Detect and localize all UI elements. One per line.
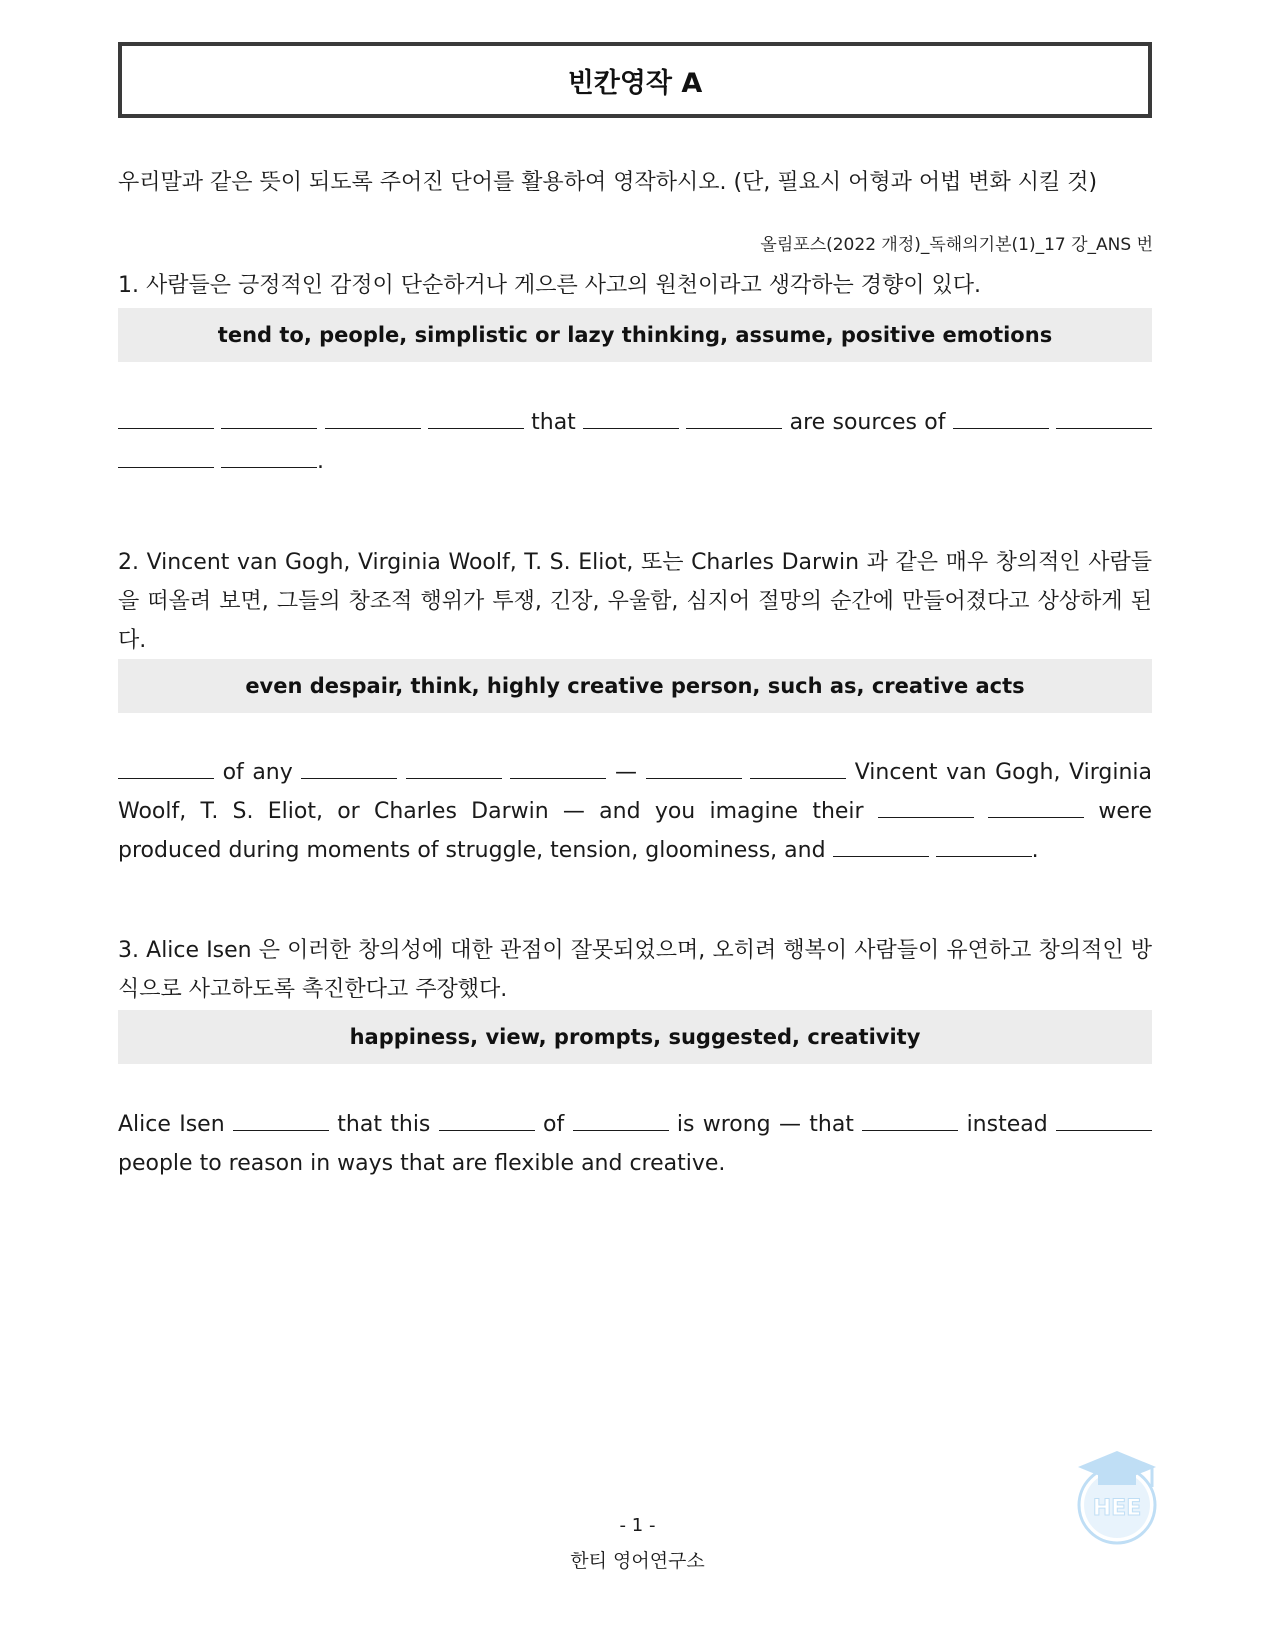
blank[interactable] bbox=[406, 776, 502, 779]
answer-text: Alice Isen bbox=[118, 1112, 233, 1137]
blank[interactable] bbox=[221, 465, 317, 468]
question-2-words: even despair, think, highly creative person, such as, creative acts bbox=[245, 674, 1025, 698]
blank[interactable] bbox=[325, 426, 421, 429]
blank[interactable] bbox=[646, 776, 742, 779]
logo-text: HEE bbox=[1092, 1496, 1142, 1521]
answer-text: — bbox=[615, 760, 646, 785]
answer-text: that bbox=[531, 410, 584, 435]
question-1-word-box bbox=[118, 308, 1152, 362]
blank[interactable] bbox=[221, 426, 317, 429]
question-1-words: tend to, people, simplistic or lazy thinking, assume, positive emotions bbox=[217, 323, 1053, 347]
blank[interactable] bbox=[573, 1128, 669, 1131]
question-3-answer bbox=[118, 1105, 1152, 1183]
question-2-prompt: 2. Vincent van Gogh, Virginia Woolf, T. S. Eliot, 또는 Charles Darwin 과 같은 매우 창의적인 사람들을 떠올려 보면, 그들의 창조적 행위가 투쟁, 긴장, 우울함, 심지어 절망의 순간에 만들어졌다고 상상하게 된다. bbox=[118, 550, 1152, 653]
answer-text: people to reason in ways that are flexible and creative. bbox=[118, 1151, 726, 1176]
blank[interactable] bbox=[862, 1128, 958, 1131]
answer-text: are sources of bbox=[789, 410, 953, 435]
blank[interactable] bbox=[583, 426, 679, 429]
page-title: 빈칸영작 A bbox=[567, 67, 703, 99]
question-3-words: happiness, view, prompts, suggested, creativity bbox=[349, 1025, 921, 1049]
blank[interactable] bbox=[988, 815, 1084, 818]
question-2-answer bbox=[118, 753, 1152, 870]
blank[interactable] bbox=[233, 1128, 329, 1131]
answer-text: . bbox=[317, 449, 324, 474]
blank[interactable] bbox=[439, 1128, 535, 1131]
answer-text: instead bbox=[966, 1112, 1056, 1137]
blank[interactable] bbox=[301, 776, 397, 779]
question-1-prompt: 1. 사람들은 긍정적인 감정이 단순하거나 게으른 사고의 원천이라고 생각하는 경향이 있다. bbox=[118, 273, 981, 298]
blank[interactable] bbox=[428, 426, 524, 429]
title-box bbox=[118, 42, 1152, 118]
page-number: - 1 - bbox=[619, 1515, 656, 1536]
blank[interactable] bbox=[1056, 1128, 1152, 1131]
blank[interactable] bbox=[118, 465, 214, 468]
blank[interactable] bbox=[936, 854, 1032, 857]
answer-text: . bbox=[1031, 838, 1039, 863]
blank[interactable] bbox=[118, 426, 214, 429]
answer-text: were produced during moments of struggle, tension, gloominess, and bbox=[118, 799, 1153, 863]
answer-text: Vincent van Gogh, Virginia Woolf, T. S. Eliot, or Charles Darwin — and you imagine their bbox=[118, 760, 1152, 824]
graduation-cap-logo-icon bbox=[1072, 1445, 1162, 1545]
answer-text: that this bbox=[337, 1112, 439, 1137]
source-text: 올림포스(2022 개정)_독해의기본(1)_17 강_ANS 번 bbox=[760, 235, 1153, 255]
answer-text: of bbox=[543, 1112, 573, 1137]
blank[interactable] bbox=[1056, 426, 1152, 429]
footer-text: 한티 영어연구소 bbox=[570, 1550, 705, 1572]
blank[interactable] bbox=[750, 776, 846, 779]
blank[interactable] bbox=[686, 426, 782, 429]
blank[interactable] bbox=[833, 854, 929, 857]
blank[interactable] bbox=[878, 815, 974, 818]
question-2-word-box bbox=[118, 659, 1152, 713]
question-1-answer bbox=[118, 403, 1152, 481]
question-3-word-box bbox=[118, 1010, 1152, 1064]
blank[interactable] bbox=[953, 426, 1049, 429]
answer-text: of any bbox=[222, 760, 302, 785]
instruction-text: 우리말과 같은 뜻이 되도록 주어진 단어를 활용하여 영작하시오. (단, 필요시 어형과 어법 변화 시킬 것) bbox=[118, 170, 1098, 195]
blank[interactable] bbox=[510, 776, 606, 779]
blank[interactable] bbox=[118, 776, 214, 779]
question-3-prompt: 3. Alice Isen 은 이러한 창의성에 대한 관점이 잘못되었으며, 오히려 행복이 사람들이 유연하고 창의적인 방식으로 사고하도록 촉진한다고 주장했다. bbox=[118, 938, 1152, 1002]
answer-text: is wrong — that bbox=[676, 1112, 863, 1137]
